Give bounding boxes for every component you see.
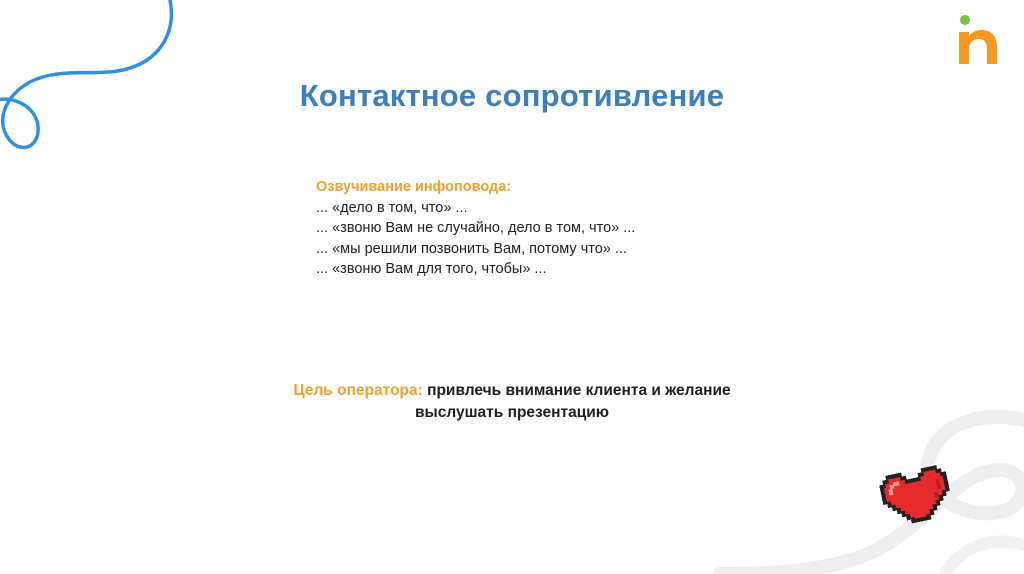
info-line: ... «звоню Вам для того, чтобы» ...	[316, 261, 547, 277]
goal-text-2: выслушать презентацию	[414, 404, 610, 421]
goal-line-1	[212, 380, 812, 402]
grey-curve-2-icon	[945, 542, 1024, 574]
slide-title: Контактное сопротивление	[299, 78, 725, 113]
info-heading: Озвучивание инфоповода:	[316, 179, 512, 195]
info-block	[316, 177, 776, 280]
pixel-heart-icon	[876, 462, 956, 528]
blue-curve-icon	[0, 0, 171, 147]
goal-text-1: привлечь внимание клиента и желание	[422, 382, 731, 399]
grey-curve-icon	[720, 417, 1024, 574]
goal-block	[212, 380, 812, 424]
info-line: ... «мы решили позвонить Вам, потому что» ...	[316, 240, 627, 257]
info-line: ... «звоню Вам не случайно, дело в том, что» ...	[316, 220, 636, 236]
n-letter-logo-icon	[955, 14, 1001, 66]
info-line: ... «дело в том, что» ...	[316, 199, 468, 216]
goal-label: Цель оператора:	[293, 382, 423, 399]
